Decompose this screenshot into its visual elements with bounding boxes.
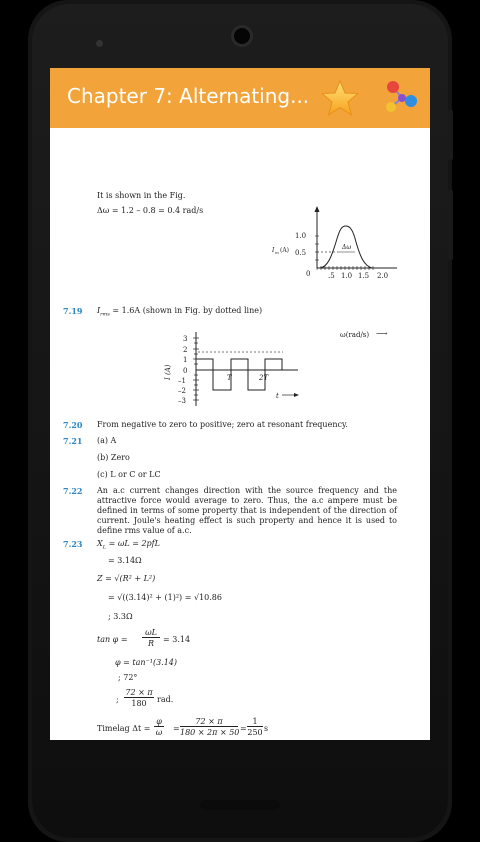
eq1-rest: = ωL = 2pfL <box>106 539 160 548</box>
screen <box>50 68 430 740</box>
q722-answer: An a.c current changes direction with the source frequency and the attractive force would average to zero. Thus, the a.c ampere must be defined in terms of some property that is independent of the direction of current. Joule's heating effect is such property and hence it is used to define rms value of a.c. <box>97 486 397 535</box>
q721-option-a: (a) A <box>97 436 117 445</box>
square-wave-figure <box>158 328 303 408</box>
resonance-curve-figure <box>272 200 402 280</box>
x-mark: T <box>227 374 232 382</box>
equation: Z = √(R² + L²) <box>97 574 156 583</box>
front-camera <box>234 28 250 44</box>
fraction-denominator: 250 <box>247 728 263 737</box>
y-tick: –2 <box>178 387 186 395</box>
y-tick: 1 <box>183 356 188 364</box>
square-wave <box>196 359 282 390</box>
eq1-sub: L <box>102 544 107 551</box>
equation-rhs: rad. <box>157 695 174 704</box>
fraction-denominator: 180 × 2π × 50 <box>180 728 240 737</box>
proximity-sensor <box>96 40 103 47</box>
question-number: 7.21 <box>63 436 83 446</box>
q721-option-c: (c) L or C or LC <box>97 470 161 479</box>
equation-lhs: Timelag Δt = <box>97 724 151 733</box>
q719-answer <box>97 306 262 320</box>
bottom-speaker <box>200 800 280 810</box>
equation <box>97 539 160 551</box>
y-tick: 0 <box>183 367 188 375</box>
fraction-numerator: ωL <box>142 628 160 638</box>
question-number: 7.22 <box>63 486 83 496</box>
x-tick: .5 <box>328 272 335 280</box>
fraction-numerator: 1 <box>247 717 263 727</box>
y-label: I <box>272 247 275 254</box>
equation-lhs: tan φ = <box>97 635 128 644</box>
text-line: Δω = 1.2 – 0.8 = 0.4 rad/s <box>97 206 204 215</box>
question-number: 7.19 <box>63 306 83 316</box>
x-mark: 2T <box>259 374 269 382</box>
volume-button <box>448 190 453 260</box>
fraction-numerator: 72 × π <box>180 717 238 727</box>
y-tick: –1 <box>178 377 186 385</box>
x-tick: 1.5 <box>358 272 370 280</box>
share-icon <box>380 78 420 118</box>
x-tick: 2.0 <box>377 272 389 280</box>
equation: = √((3.14)² + (1)²) = √10.86 <box>108 593 222 602</box>
y-tick: –3 <box>178 397 186 405</box>
favorite-button[interactable] <box>320 78 360 118</box>
y-tick: 1.0 <box>295 232 307 240</box>
eq1-symbol: X <box>97 539 103 548</box>
y-tick: 2 <box>183 346 188 354</box>
star-icon <box>320 78 360 118</box>
equation: = 3.14Ω <box>108 556 142 565</box>
delta-label: Δω <box>342 244 352 251</box>
q719-text: = 1.6A (shown in Fig. by dotted line) <box>109 306 263 315</box>
q719-symbol: I <box>97 306 101 315</box>
equation: ; 72° <box>118 673 138 682</box>
equation-pre: ; <box>116 695 119 704</box>
equation: ; 3.3Ω <box>108 612 133 621</box>
pdf-page[interactable] <box>50 128 430 740</box>
fraction-numerator: φ <box>154 717 164 727</box>
fraction-denominator: 180 <box>131 699 147 708</box>
fraction-denominator: ω <box>155 728 163 737</box>
text-line: It is shown in the Fig. <box>97 191 186 200</box>
q721-option-b: (b) Zero <box>97 453 130 462</box>
equation: φ = tan⁻¹(3.14) <box>115 658 178 667</box>
unit-label: s <box>264 724 269 733</box>
question-number: 7.23 <box>63 539 83 549</box>
question-number: 7.20 <box>63 420 83 430</box>
y-label: I (A) <box>164 364 172 380</box>
x-tick: 0 <box>306 270 311 278</box>
fig1-x-label: ω(rad/s) <box>340 331 370 339</box>
y-label-sub: m <box>275 250 279 255</box>
equals-sign: = <box>173 724 180 733</box>
equation-rhs: = 3.14 <box>163 635 191 644</box>
power-button <box>448 110 453 160</box>
y-label-unit: (A) <box>280 247 290 254</box>
fraction-denominator: R <box>147 639 155 648</box>
equals-sign: = <box>240 724 247 733</box>
y-tick: 0.5 <box>295 249 307 257</box>
x-label: t <box>276 392 279 400</box>
q719-sub: rms <box>100 311 110 318</box>
y-axis-arrow <box>315 206 320 212</box>
share-button[interactable] <box>380 78 420 118</box>
y-tick: 3 <box>183 335 188 343</box>
app-bar <box>50 68 430 128</box>
x-tick: 1.0 <box>341 272 353 280</box>
arrow-right-icon: ⟶ <box>376 329 388 338</box>
app-title: Chapter 7: Alternating... <box>67 84 310 108</box>
q720-answer: From negative to zero to positive; zero at resonant frequency. <box>97 420 348 429</box>
fraction-numerator: 72 × π <box>125 688 153 697</box>
